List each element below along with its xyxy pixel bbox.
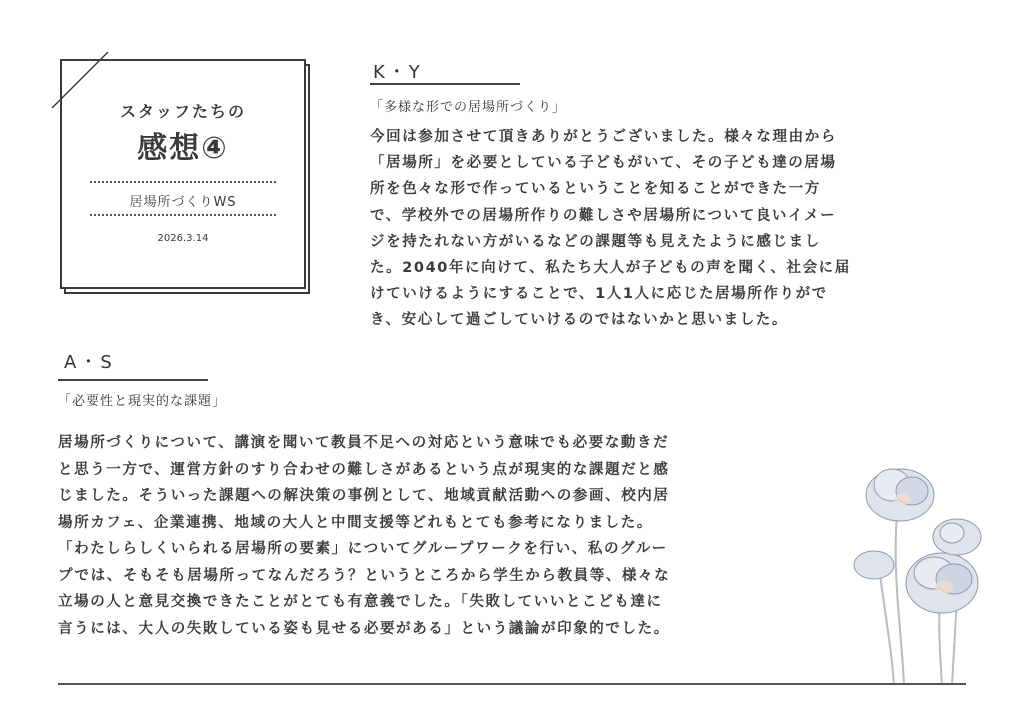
as-line: 場所カフェ、企業連携、地域の大人と中間支援等どれもとても参考になりました。 xyxy=(58,514,653,531)
as-line: 言うには、大人の失敗している姿も見せる必要がある」という議論が印象的でした。 xyxy=(58,620,670,637)
ky-body xyxy=(370,124,851,334)
as-line: 居場所づくりについて、講演を聞いて教員不足への対応という意味でも必要な動きだ xyxy=(58,435,670,451)
author-as: A・S xyxy=(64,352,115,373)
as-line: じました。そういった課題への解決策の事例として、地域貢献活動への参画、校内居 xyxy=(58,488,670,504)
bottom-divider xyxy=(58,683,966,685)
event-date: 2026.3.14 xyxy=(157,233,209,244)
as-line: プでは、そもそも居場所ってなんだろう？というところから学生から教員等、様々な xyxy=(58,567,671,584)
as-subtitle: 「必要性と現実的な課題」 xyxy=(58,394,227,409)
ky-line: ジを持たれない方がいるなどの課題等も見えたように感じまし xyxy=(370,233,821,250)
ky-line: き、安心して過ごしていけるのではないかと思いました。 xyxy=(370,312,789,329)
dotted-divider-bottom xyxy=(90,214,276,216)
flower-illustration xyxy=(842,455,992,685)
ky-line: 「居場所」を必要としている子どもがいて、その子ども達の居場 xyxy=(370,155,837,172)
ky-line: けていけるようにすることで、1人1人に応じた居場所作りがで xyxy=(370,286,828,303)
dotted-divider-top xyxy=(90,181,276,183)
title-subtitle: スタッフたちの xyxy=(119,102,246,121)
author-ky: K・Y xyxy=(373,62,423,83)
as-line: 「わたしらしくいられる居場所の要素」についてグループワークを行い、私のグルー xyxy=(58,541,668,557)
ky-line: た。2040年に向けて、私たち大人が子どもの声を聞く、社会に届 xyxy=(370,260,851,277)
ky-line: で、学校外での居場所作りの難しさや居場所について良いイメー xyxy=(370,207,837,224)
ky-line: 今回は参加させて頂きありがとうございました。様々な理由から xyxy=(370,129,837,145)
author-as-underline xyxy=(58,379,208,381)
author-ky-underline xyxy=(370,83,520,85)
as-body xyxy=(58,430,670,642)
ky-line: 所を色々な形で作っているということを知ることができた一方 xyxy=(370,181,821,198)
workshop-name: 居場所づくりWS xyxy=(129,195,237,210)
as-line: 立場の人と意見交換できたことがとても有意義でした。「失敗していいとこども達に xyxy=(58,594,663,610)
ky-subtitle: 「多様な形での居場所づくり」 xyxy=(370,100,567,115)
title-main: 感想④ xyxy=(137,131,229,166)
corner-slash-decoration xyxy=(48,48,112,112)
as-line: と思う一方で、運営方針のすり合わせの難しさがあるという点が現実的な課題だと感 xyxy=(58,461,670,478)
